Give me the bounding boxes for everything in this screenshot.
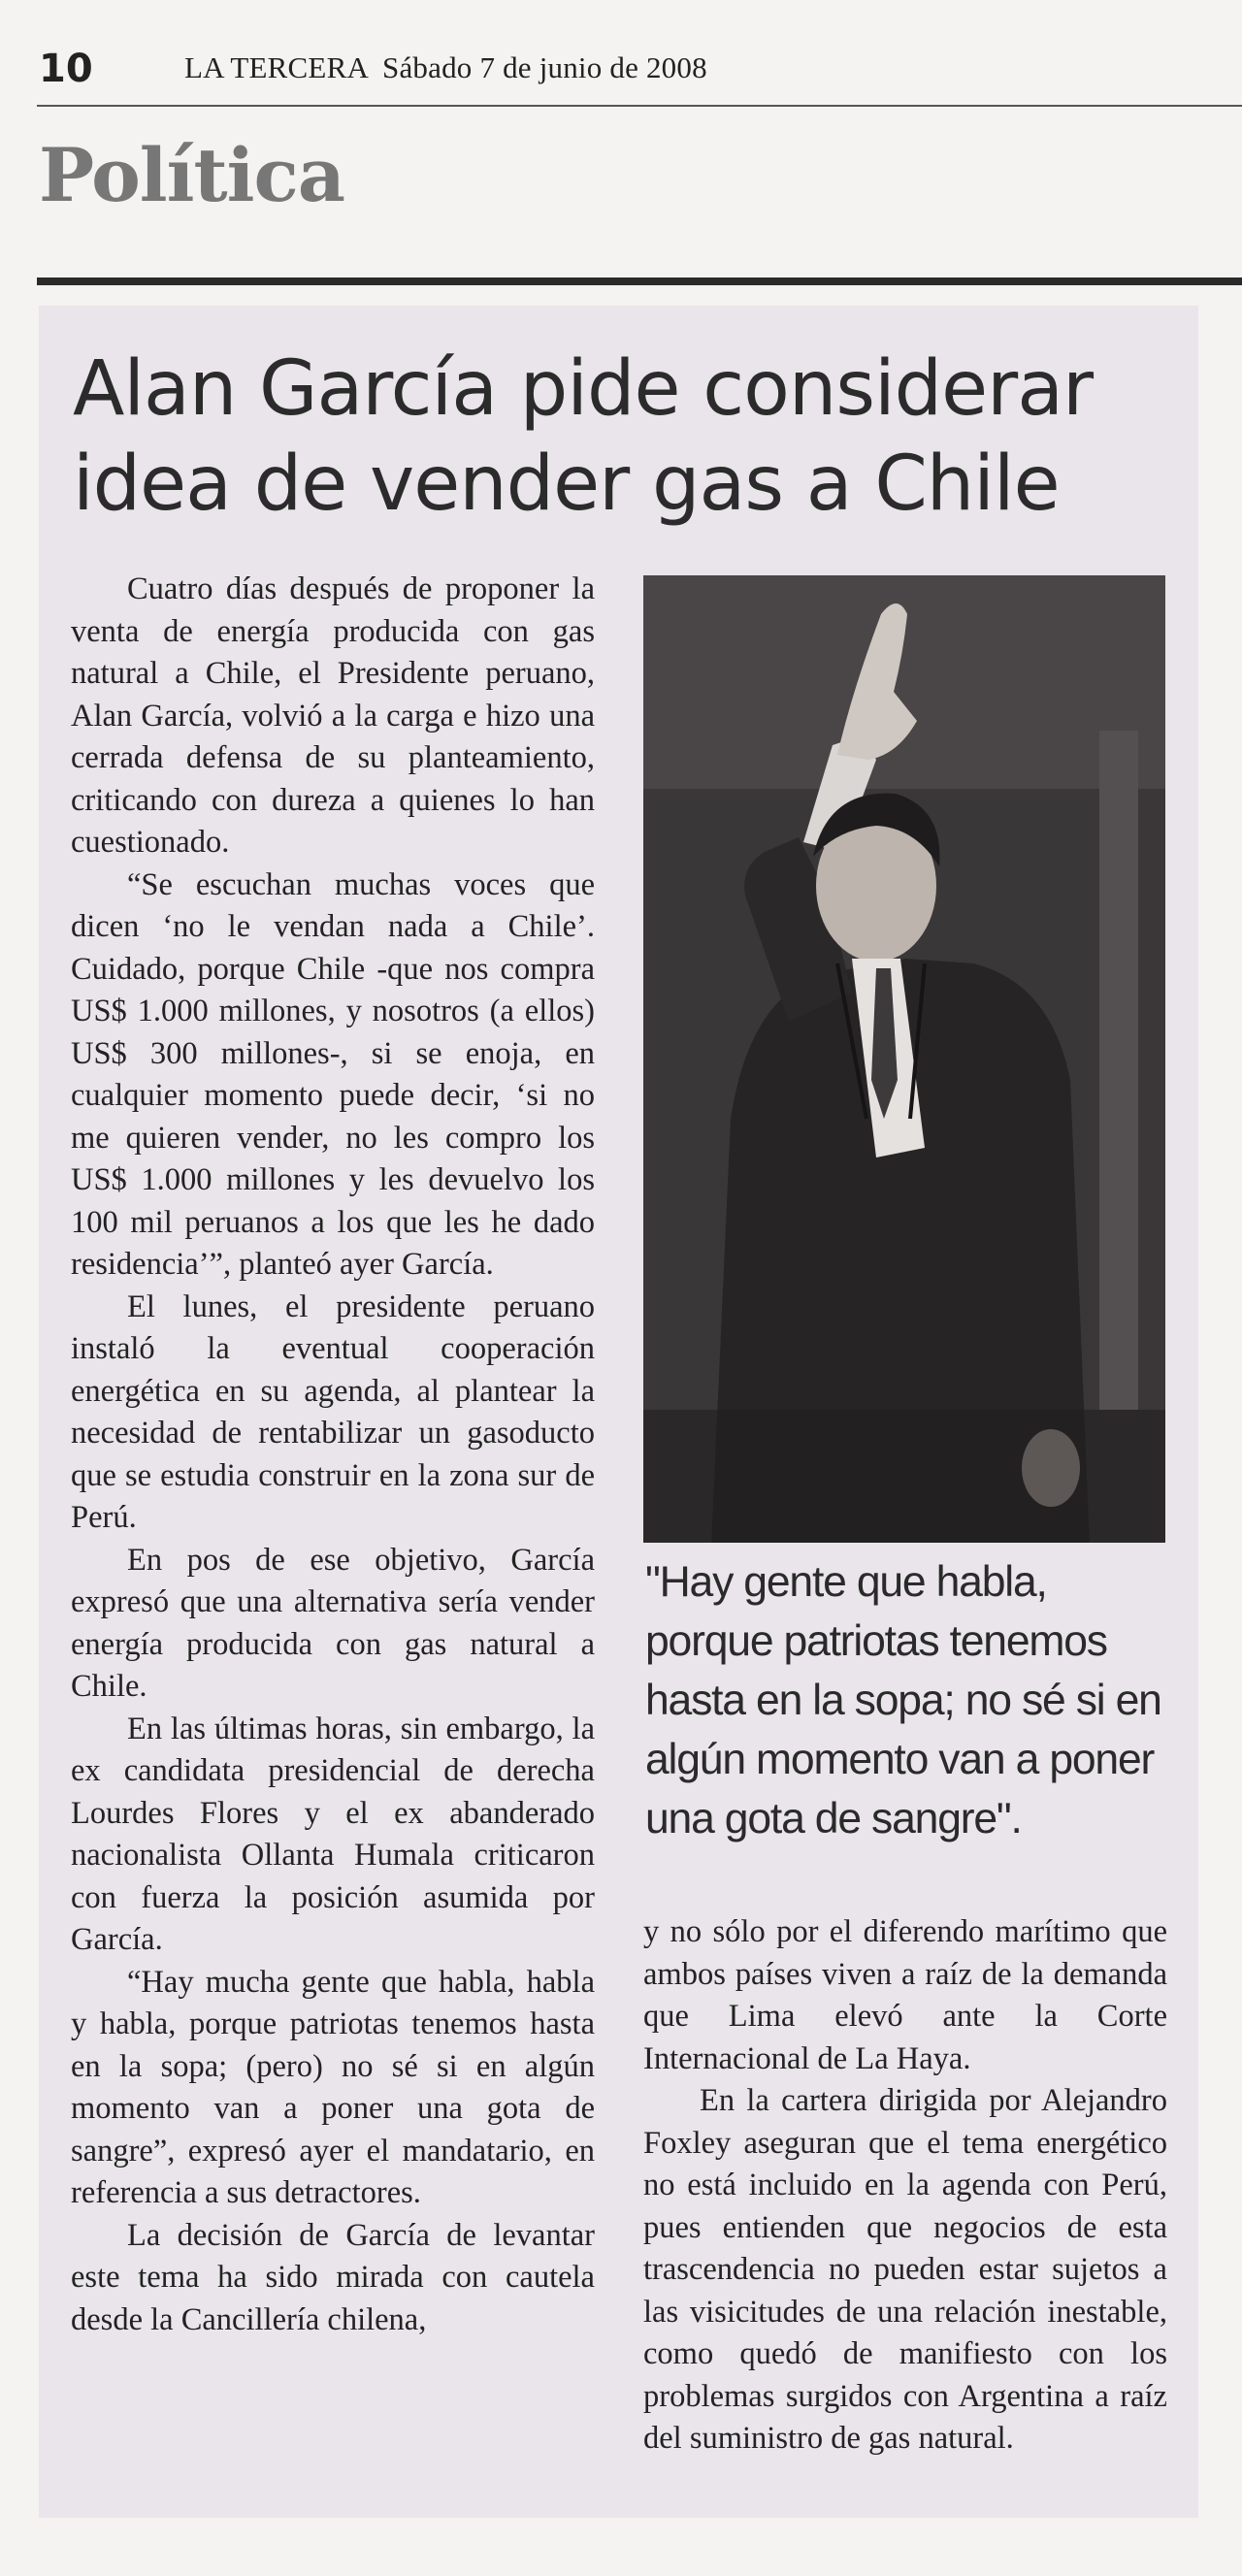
article-column-left [71,569,595,2341]
headline-line-1: Alan García pide considerar [73,345,1094,433]
body-paragraph: y no sólo por el diferendo marítimo que ambos países viven a raíz de la demanda que Lima elevó ante la Corte Internacional de La Haya. [643,1914,1167,2076]
body-paragraph: “Hay mucha gente que habla, habla y habla, porque patriotas tenemos hasta en la sopa; (pero) no sé si en algún momento van a poner una gota de sangre”, expresó ayer el mandatario, en referencia a sus detractores. [71,1964,595,2210]
publication-name: LA TERCERA [184,50,370,84]
headline-line-2: idea de vender gas a Chile [73,440,1060,528]
pull-quote: "Hay gente que habla, porque patriotas tenemos hasta en la sopa; no sé si en algún momento van a poner una gota de sangre". [645,1558,1161,1842]
body-paragraph: En pos de ese objetivo, García expresó que una alternativa sería vender energía producida con gas natural a Chile. [71,1542,595,1704]
body-paragraph: En las últimas horas, sin embargo, la ex candidata presidencial de derecha Lourdes Flores y el ex abanderado nacionalista Ollanta Humala criticaron con fuerza la posición asumida por García. [71,1711,595,1957]
headline [73,342,1150,532]
body-paragraph: El lunes, el presidente peruano instaló la eventual cooperación energética en su agenda, al plantear la necesidad de rentabilizar un gasoducto que se estudia construir en la zona sur de Perú. [71,1288,595,1535]
section-title: Política [39,132,345,218]
header-rule [37,105,1242,107]
photo-illustration [643,575,1165,1543]
body-paragraph: La decisión de García de levantar este tema ha sido mirada con cautela desde la Cancillería chilena, [71,2217,595,2337]
masthead [184,50,707,85]
body-paragraph: “Se escuchan muchas voces que dicen ‘no le vendan nada a Chile’. Cuidado, porque Chile -que nos compra US$ 1.000 millones, y nosotros (a ellos) US$ 300 millones-, si se enoja, en cualquier momento puede decir, ‘si no me quieren vender, no les compro los US$ 1.000 millones y les devuelvo los 100 mil peruanos a los que les he dado residencia’”, planteó ayer García. [71,866,595,1282]
article-column-right [643,1911,1167,2461]
page-number: 10 [39,47,93,91]
section-rule [37,277,1242,285]
body-paragraph: En la cartera dirigida por Alejandro Foxley aseguran que el tema energético no está incluido en la agenda con Perú, pues entienden que negocios de esta trascendencia no pueden estar sujetos a las visicitudes de una relación inestable, como quedó de manifiesto con los problemas surgidos con Argentina a raíz del suministro de gas natural. [643,2083,1167,2456]
issue-date: Sábado 7 de junio de 2008 [382,50,707,84]
body-paragraph: Cuatro días después de proponer la venta de energía producida con gas natural a Chile, el Presidente peruano, Alan García, volvió a la carga e hizo una cerrada defensa de su planteamiento, criticando con dureza a quienes lo han cuestionado. [71,571,595,860]
article-photo [643,575,1165,1543]
